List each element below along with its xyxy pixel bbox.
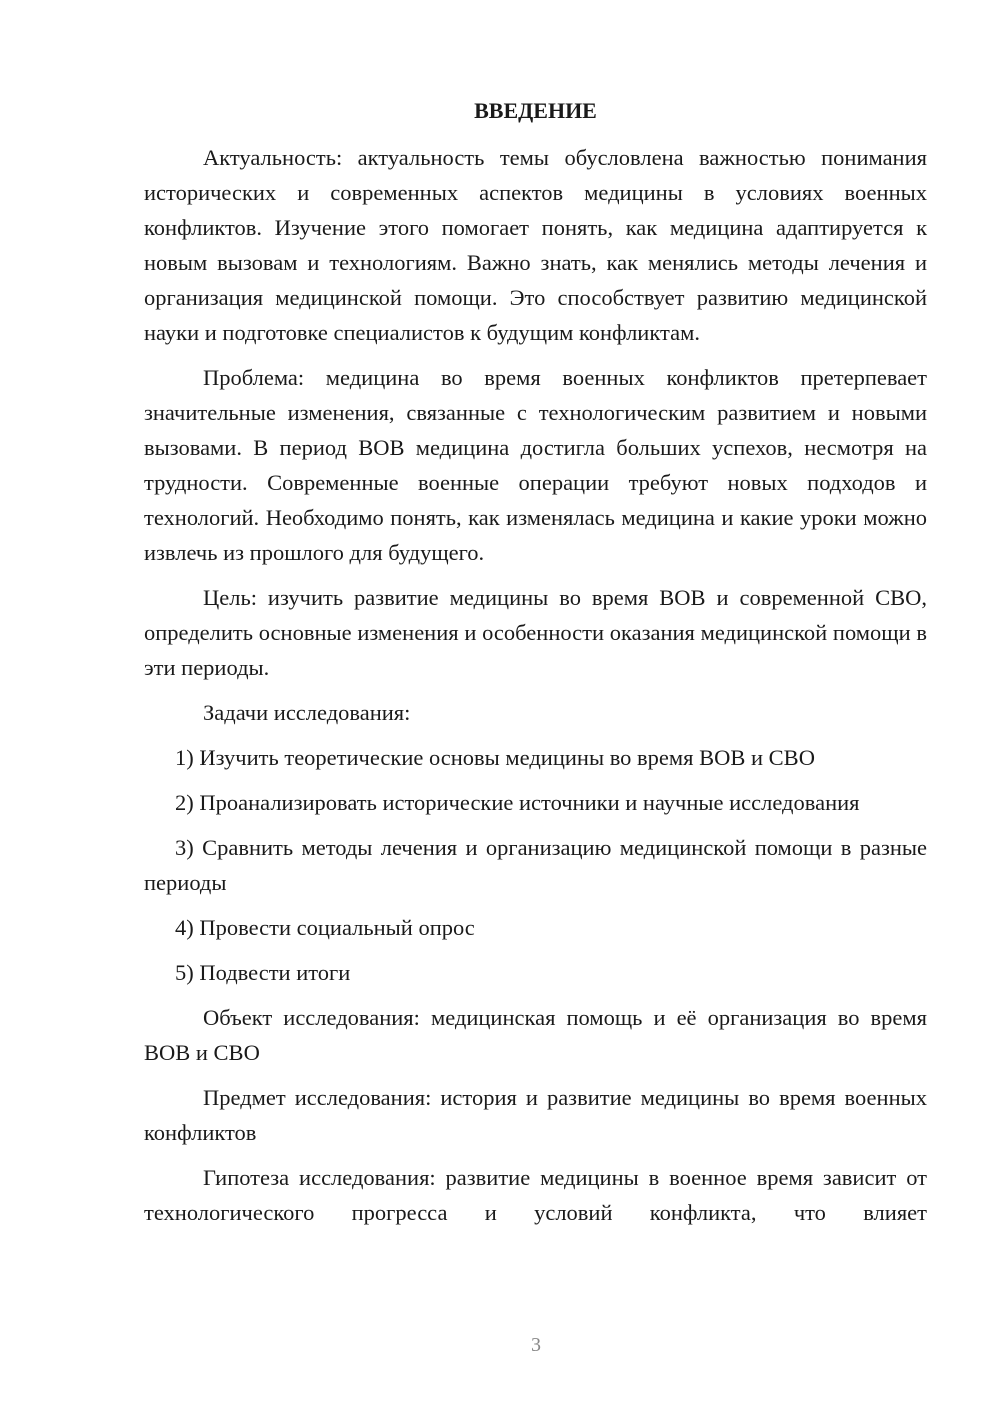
- task-item: 3) Сравнить методы лечения и организацию медицинской помощи в разные периоды: [144, 835, 927, 895]
- task-item: 5) Подвести итоги: [175, 960, 351, 985]
- task-item: 4) Провести социальный опрос: [175, 915, 475, 940]
- goal-paragraph: Цель: изучить развитие медицины во время ВОВ и современной СВО, определить основные изменения и особенности оказания медицинской помощи в эти периоды.: [144, 585, 927, 680]
- relevance-paragraph: Актуальность: актуальность темы обусловлена важностью понимания исторических и современных аспектов медицины в условиях военных конфликтов. Изучение этого помогает понять, как медицина адаптируется к новым вызовам и технологиям. Важно знать, как менялись методы лечения и организация медицинской помощи. Это способствует развитию медицинской науки и подготовке специалистов к будущим конфликтам.: [144, 145, 927, 345]
- task-item: 1) Изучить теоретические основы медицины во время ВОВ и СВО: [175, 745, 815, 770]
- problem-paragraph: Проблема: медицина во время военных конфликтов претерпевает значительные изменения, связанные с технологическим развитием и новыми вызовами. В период ВОВ медицина достигла больших успехов, несмотря на трудности. Современные военные операции требуют новых подходов и технологий. Необходимо понять, как изменялась медицина и какие уроки можно извлечь из прошлого для будущего.: [144, 365, 927, 565]
- hypothesis-paragraph: Гипотеза исследования: развитие медицины в военное время зависит от технологического прогресса и условий конфликта, что влияет: [144, 1165, 927, 1225]
- tasks-heading: Задачи исследования:: [203, 700, 411, 725]
- subject-paragraph: Предмет исследования: история и развитие медицины во время военных конфликтов: [144, 1085, 927, 1145]
- page-title: ВВЕДЕНИЕ: [474, 98, 597, 123]
- task-item: 2) Проанализировать исторические источники и научные исследования: [175, 790, 860, 815]
- page-content: [144, 96, 927, 1240]
- object-paragraph: Объект исследования: медицинская помощь и её организация во время ВОВ и СВО: [144, 1005, 927, 1065]
- page-number: 3: [531, 1334, 541, 1356]
